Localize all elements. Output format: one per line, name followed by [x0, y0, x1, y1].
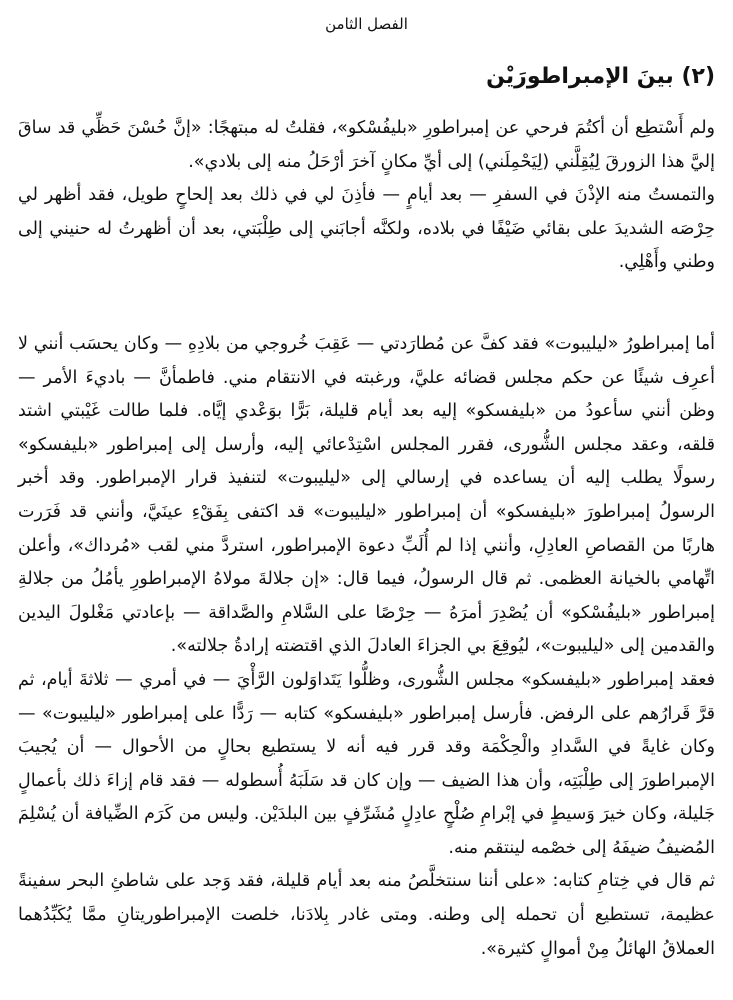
paragraph-5: ثم قال في خِتامِ كتابه: «على أننا سنتخلَّصُ منه بعد أيام قليلة، فقد وَجد على شاطئِ البحر سفينةً عظيمة، تستطيع أن تحمله إلى وطنه. ومتى غادر بِلادَنا، خلصت الإمبراطوريتانِ ممَّا يُكَبِّدُهما العملاقُ الهائلُ مِنْ أموالٍ كثيرة».	[18, 871, 715, 959]
chapter-running-head: الفصل الثامن	[325, 15, 408, 33]
paragraph-4: فعقد إمبراطور «بليفسكو» مجلس الشُّورى، وظلُّوا يَتَداوَلون الرَّأْيَ — في أمري — ثلاثةَ أيام، ثم قرَّ قَرارُهم على الرفض. فأرسل إمبراطور «بليفسكو» كتابه — رَدًّا على إمبراطور «ليليبوت» — وكان غايةً في السَّدادِ والْحِكْمَة وقد قرر فيه أنه لا يستطيع بحالٍ من الأحوال — أن يُجيبَ الإمبراطورَ إلى طِلْبَتِه، وأن هذا الضيف — وإن كان قد سَلَبَهُ أُسطوله — فقد قام إزاءَ ذلك بأعمالٍ جَليلة، وكان خيرَ وَسيطٍ في إبْرامِ صُلْحٍ عادِلٍ مُشَرِّفٍ بين البلدَيْن. وليس من كَرَم الضِّيافة أن يُسْلِمَ المُضيفُ ضيفَهُ إلى خصْمه لينتقم منه.	[18, 669, 715, 858]
body-text	[18, 112, 715, 966]
paragraph-1: ولم أَسْتطِع أن أكتُمَ فرحي عن إمبراطورِ «بليفُسْكو»، فقلتُ له مبتهجًا: «إنَّ حُسْنَ حَظِّي قد ساقَ إليَّ هذا الزورقَ لِيُقِلَّني (لِيَحْمِلَني) إلى أيِّ مكانٍ آخرَ أرْحَلُ منه إلى بلادي».	[18, 118, 715, 172]
section-heading: (٢) بينَ الإمبراطورَيْن	[486, 64, 715, 89]
paragraph-2: والتمستُ منه الإذْنَ في السفرِ — بعد أيامٍ — فأذِنَ لي في ذلك بعد إلحاحٍ طويل، فقد أظهر لي حِرْصَه الشديدَ على بقائي ضَيْفًا في بلاده، ولكنَّه أجابَني إلى طِلْبَتي، بعد أن أظهرتُ له حنيني إلى وطني وأَهْلِي.	[18, 185, 715, 273]
paragraph-3: أما إمبراطورُ «ليليبوت» فقد كفَّ عن مُطارَدتي — عَقِبَ خُروجي من بلادِهِ — وكان يحسَب أنني لا أعرِف شيئًا عن حكم مجلس قضائه عليَّ، ورغبته في الانتقام مني. فاطمأنَّ — باديءَ الأمر — وظن أنني سأعودُ من «بليفسكو» إليه بعد أيام قليلة، بَرًّا بوَعْدي إيَّاه. فلما طالت غَيْبتي اشتد قلقه، وعقد مجلس الشُّورى، فقرر المجلس اسْتِدْعائي إليه، وأرسل إلى إمبراطور «بليفسكو» رسولًا يطلب إليه أن يساعده في إرسالي إلى «ليليبوت» لتنفيذ قرار الإمبراطور. وقد أخبر الرسولُ إمبراطورَ «بليفسكو» أن إمبراطور «ليليبوت» قد اكتفى بِفَقْءِ عينَيَّ، وأنني قد فَرَرت هاربًا من القصاصِ العادِلِ، وأنني إذا لم أُلَبِّ دعوة الإمبراطور، استردَّ مني لقب «مُرداك»، وأعلن اتِّهامي بالخيانة العظمى. ثم قال الرسولُ، فيما قال: «إن جلالةَ مولاهُ الإمبراطورِ يأمُلُ من جلالةِ إمبراطور «بليفُسْكو» أن يُصْدِرَ أمرَهُ — حِرْصًا على السَّلامِ والصَّداقة — بإعادتي مَغْلولَ اليدين والقدمين إلى «ليليبوت»، ليُوقِعَ بي الجزاءَ العادلَ الذي اقتضته إرادةُ جلالته».	[18, 333, 715, 657]
